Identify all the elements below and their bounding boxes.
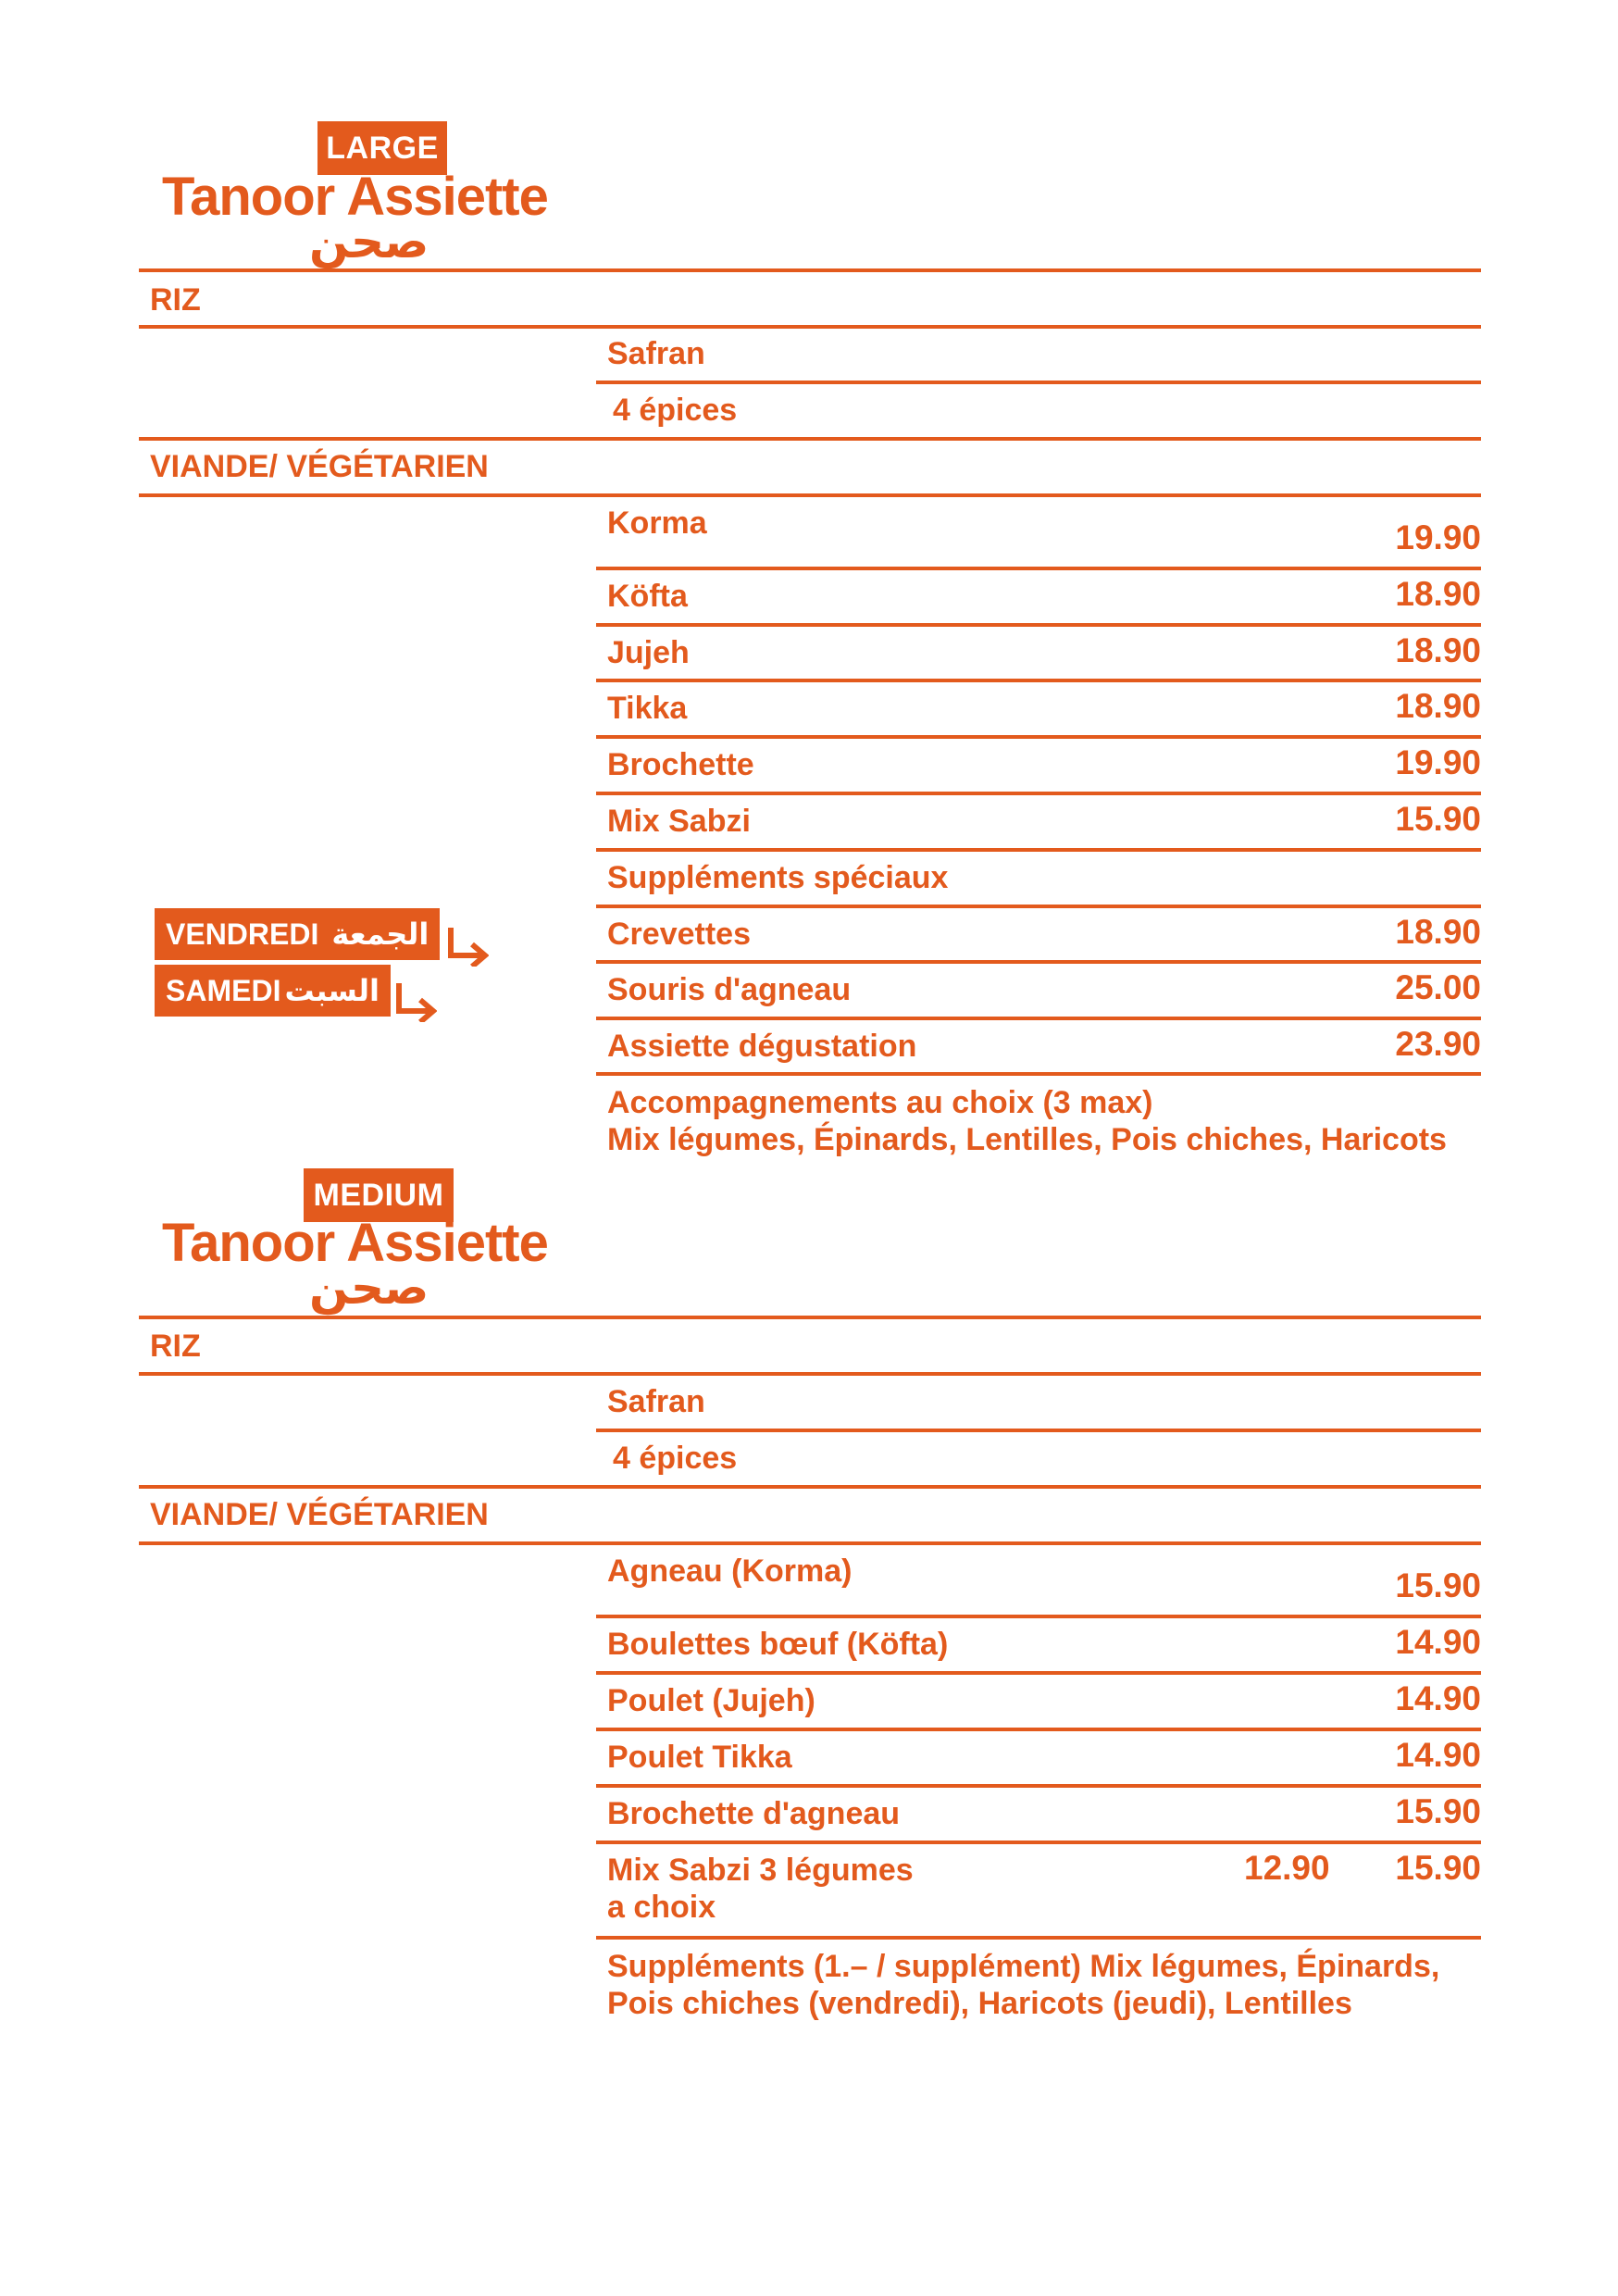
special-item: Crevettes [607, 917, 751, 952]
size-badge-medium: MEDIUM [304, 1168, 454, 1222]
arrow-right-icon [394, 980, 437, 1022]
category-viande: VIANDE/ VÉGÉTARIEN [150, 449, 489, 484]
menu-item: Boulettes bœuf (Köfta) [607, 1627, 949, 1662]
specials-label: Suppléments spéciaux [607, 860, 949, 895]
divider [596, 848, 1481, 852]
menu-item-price: 18.90 [1395, 687, 1481, 725]
menu-item-price: 15.90 [1395, 800, 1481, 838]
menu-item-price: 14.90 [1395, 1736, 1481, 1774]
section-title-large: Tanoor Assiette [162, 167, 548, 227]
divider [596, 1841, 1481, 1844]
special-item-price: 25.00 [1395, 968, 1481, 1006]
menu-item-price: 14.90 [1395, 1679, 1481, 1717]
riz-item-4-epices: 4 épices [613, 393, 738, 428]
menu-item: Köfta [607, 579, 688, 614]
menu-item-price: 19.90 [1395, 518, 1481, 556]
divider [139, 268, 1481, 272]
divider [596, 567, 1481, 570]
divider [596, 1017, 1481, 1020]
menu-item-price: 15.90 [1395, 1566, 1481, 1604]
divider [596, 905, 1481, 908]
divider [596, 1671, 1481, 1675]
divider [596, 1784, 1481, 1788]
day-label: VENDREDI [166, 917, 319, 951]
riz-item-4-epices: 4 épices [613, 1441, 738, 1476]
day-label-arabic: السبت [284, 973, 380, 1008]
menu-item-price: 18.90 [1395, 631, 1481, 669]
mix-sabzi-item: Mix Sabzi 3 légumes [607, 1853, 914, 1888]
day-badge-vendredi [155, 908, 440, 960]
menu-item: Jujeh [607, 635, 690, 670]
menu-item: Poulet Tikka [607, 1740, 792, 1775]
menu-item: Poulet (Jujeh) [607, 1683, 815, 1718]
special-item: Souris d'agneau [607, 972, 852, 1007]
accompaniments-list: Mix légumes, Épinards, Lentilles, Pois chiches, Haricots [607, 1122, 1447, 1157]
supplements-line-1: Suppléments (1.– / supplément) Mix légumes, Épinards, [607, 1949, 1440, 1984]
mix-sabzi-item-line2: a choix [607, 1890, 716, 1925]
riz-item-safran: Safran [607, 1384, 705, 1419]
menu-item-price: 18.90 [1395, 575, 1481, 613]
divider [596, 1615, 1481, 1618]
divider [139, 437, 1481, 441]
divider [596, 735, 1481, 739]
category-viande: VIANDE/ VÉGÉTARIEN [150, 1497, 489, 1532]
mix-sabzi-price: 15.90 [1395, 1849, 1481, 1887]
menu-item-price: 19.90 [1395, 743, 1481, 781]
menu-item: Brochette [607, 747, 754, 782]
supplements-line-2: Pois chiches (vendredi), Haricots (jeudi), Lentilles [607, 1986, 1352, 2021]
category-riz: RIZ [150, 282, 201, 318]
divider [139, 1372, 1481, 1376]
divider [139, 1316, 1481, 1319]
menu-item: Korma [607, 505, 707, 541]
divider [596, 1072, 1481, 1076]
divider [596, 792, 1481, 795]
special-item-price: 23.90 [1395, 1025, 1481, 1063]
menu-item: Mix Sabzi [607, 804, 751, 839]
arrow-right-icon [446, 924, 489, 967]
day-label-arabic: الجمعة [331, 917, 429, 952]
menu-item: Brochette d'agneau [607, 1796, 901, 1831]
size-badge-large: LARGE [317, 121, 447, 175]
section-title-arabic-large: صحن [309, 215, 429, 268]
divider [139, 325, 1481, 329]
divider [596, 1936, 1481, 1940]
divider [596, 1429, 1481, 1432]
special-item-price: 18.90 [1395, 913, 1481, 951]
section-title-medium: Tanoor Assiette [162, 1213, 548, 1273]
accompaniments-title: Accompagnements au choix (3 max) [607, 1085, 1153, 1120]
day-label: SAMEDI [166, 974, 281, 1007]
divider [596, 381, 1481, 384]
divider [596, 623, 1481, 627]
divider [139, 1541, 1481, 1545]
menu-item-price: 15.90 [1395, 1792, 1481, 1830]
menu-item: Agneau (Korma) [607, 1554, 853, 1589]
menu-item: Tikka [607, 691, 688, 726]
category-riz: RIZ [150, 1329, 201, 1364]
divider [596, 1728, 1481, 1731]
riz-item-safran: Safran [607, 336, 705, 371]
divider [139, 493, 1481, 497]
special-item: Assiette dégustation [607, 1029, 917, 1064]
mix-sabzi-price-small: 12.90 [1244, 1849, 1330, 1887]
divider [596, 960, 1481, 964]
divider [139, 1485, 1481, 1489]
day-badge-samedi [155, 965, 391, 1017]
menu-item-price: 14.90 [1395, 1623, 1481, 1661]
section-title-arabic-medium: صحن [309, 1261, 429, 1315]
divider [596, 679, 1481, 682]
